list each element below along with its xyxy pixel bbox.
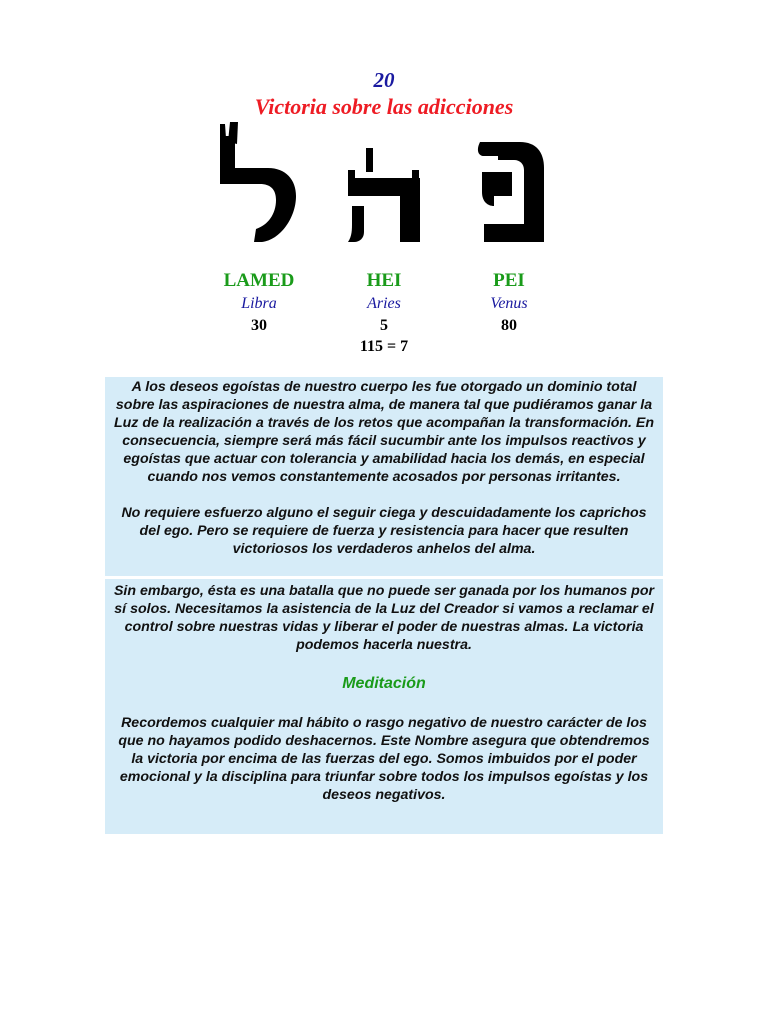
hebrew-hei-icon [334,122,434,247]
hebrew-lamed-icon [210,122,310,247]
meditation-panel [105,579,663,834]
intro-paragraph-1: A los deseos egoístas de nuestro cuerpo les fue otorgado un dominio total sobre las aspiraciones de nuestra alma, de manera tal que pudiéramos ganar la Luz de la realización a través de los retos que acompañan la transformación. En consecuencia, siempre será más fácil sucumbir ante los impulsos reactivos y egoístas que actuar con tolerancia y amabilidad hacia los demás, en especial cuando nos vemos constantemente acosados por personas irritantes. [113,379,655,485]
chapter-number: 20 [373,68,395,92]
letter-sign: Libra [241,295,277,312]
letter-name: PEI [493,270,525,291]
letter-name: HEI [366,270,402,291]
letter-sign: Venus [490,295,528,312]
page-title: Victoria sobre las adicciones [254,94,514,119]
intro-panel [105,377,663,576]
letter-value: 5 [380,317,388,334]
intro-paragraph-2: No requiere esfuerzo alguno el seguir ciega y descuidadamente los caprichos del ego. Pero se requiere de fuerza y resistencia para hacer que resulten victoriosos los verdaderos anhelos del alma. [121,505,647,557]
letter-column-lamed [199,270,319,337]
letter-value: 80 [501,317,517,334]
total-value: 115 = 7 [359,338,409,355]
meditation-paragraph: Recordemos cualquier mal hábito o rasgo negativo de nuestro carácter de los que no hayamos podido deshacernos. Este Nombre asegura que obtendremos la victoria por encima de las fuerzas del ego. Somos imbuidos por el poder emocional y la disciplina para triunfar sobre todos los impulsos egoístas y los deseos negativos. [118,715,650,803]
meditation-heading: Meditación [342,675,426,692]
hebrew-pei-icon [462,122,562,247]
second-paragraph-1: Sin embargo, ésta es una batalla que no puede ser ganada por los humanos por sí solos. Necesitamos la asistencia de la Luz del Creador si vamos a reclamar el control sobre nuestras vidas y liberar el poder de nuestras almas. La victoria podemos hacerla nuestra. [113,583,655,653]
letter-name: LAMED [223,270,295,291]
letter-column-pei [449,270,569,337]
letter-sign: Aries [367,295,401,312]
letter-column-hei [324,270,444,337]
letter-value: 30 [251,317,267,334]
